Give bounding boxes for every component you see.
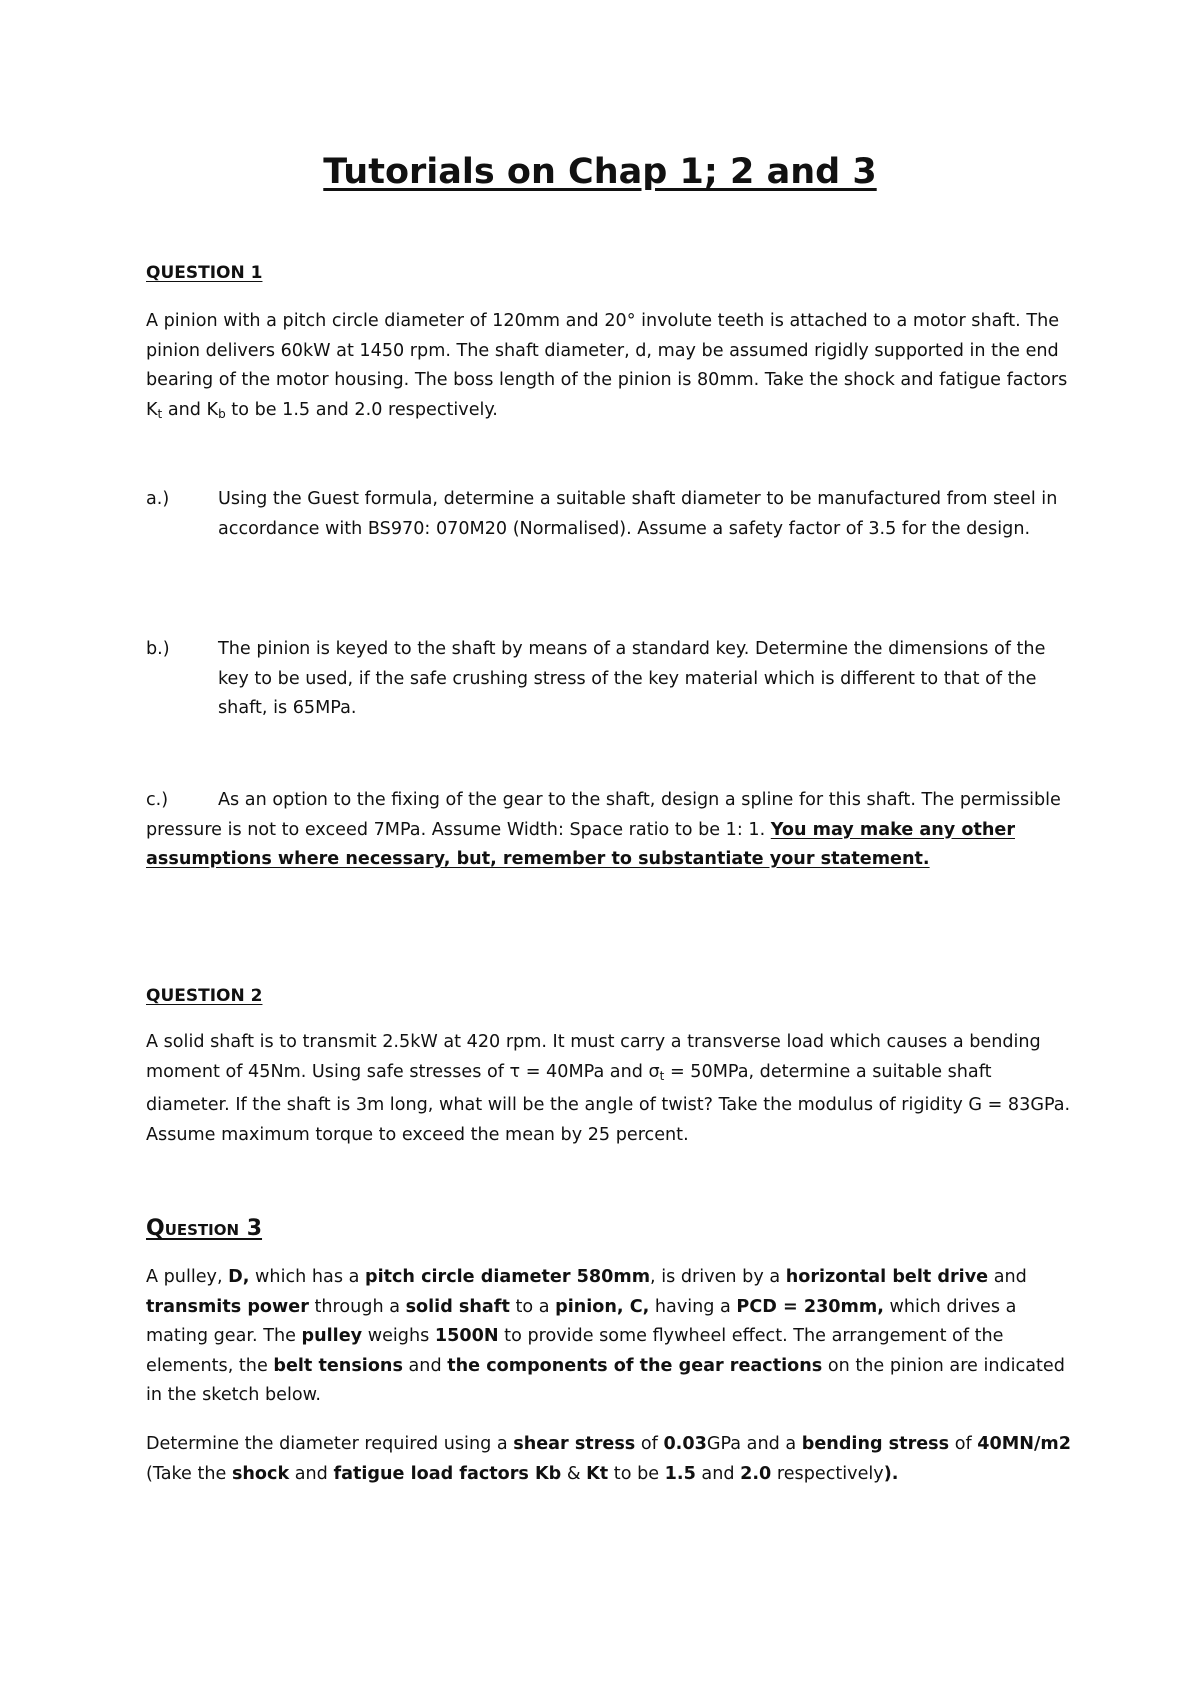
sigma-subscript: t (659, 1068, 665, 1083)
q3-text: A pulley, (146, 1267, 229, 1287)
q3-bold: Kt (586, 1463, 609, 1484)
q2-text-2: = 50MPa, determine a suitable shaft diameter. If the shaft is 3m long, what will be the angle of twist? Take the modulus of rigidity G = 83GPa. Assume maximum torque to exceed the mean by 25 percent. (146, 1061, 1071, 1145)
q3-text: which has a (249, 1267, 365, 1287)
q3-bold: transmits power (146, 1296, 309, 1317)
q3-bold: ). (883, 1463, 899, 1484)
q3-text: weighs (362, 1326, 435, 1346)
q3-bold: PCD = 230mm, (736, 1296, 884, 1317)
q3-bold: belt tensions (273, 1355, 403, 1376)
q3-bold: horizontal belt drive (785, 1267, 989, 1287)
q1-intro-text-2: and K (162, 399, 219, 420)
q3-bold: pinion, C, (555, 1296, 650, 1317)
question-2-heading: QUESTION 2 (146, 986, 263, 1006)
part-b-text: The pinion is keyed to the shaft by means of a standard key. Determine the dimensions of the key to be used, if the safe crushing stress of the key material which is different to that of the shaft, is 65MPa. (218, 639, 1046, 718)
q2-text-1: A solid shaft is to transmit 2.5kW at 420 rpm. It must carry a transverse load which causes a bending moment of 45Nm. Using safe stresses of τ = 40MPa and σ (146, 1032, 1041, 1082)
q3-bold: the components of the gear reactions (447, 1355, 823, 1376)
q3-text: and (402, 1355, 448, 1376)
question-1-part-a (146, 485, 1076, 544)
q3-bold: shock (231, 1463, 290, 1484)
q3-bold: D, (228, 1267, 250, 1287)
q3-text: respectively (771, 1463, 884, 1484)
q1-intro-text-3: to be 1.5 and 2.0 respectively. (225, 399, 498, 420)
q1-intro-text: A pinion with a pitch circle diameter of 120mm and 20° involute teeth is attached to a motor shaft. The pinion delivers 60kW at 1450 rpm. The shaft diameter, d, may be assumed rigidly supported in the end bearing of the motor housing. The boss length of the pinion is 80mm. Take the shock and fatigue factors K (146, 311, 1068, 420)
q3-bold: 1500N (434, 1326, 499, 1346)
kt-subscript: t (157, 406, 163, 421)
kb-subscript: b (218, 406, 226, 421)
q3-bold: pulley (301, 1326, 363, 1346)
q3-bold: shear stress (513, 1434, 636, 1454)
q3-bold: 1.5 (664, 1463, 696, 1484)
q3-text: Determine the diameter required using a (146, 1434, 514, 1454)
q3-text: & (561, 1463, 587, 1484)
q3-text: , is driven by a (650, 1267, 786, 1287)
q3-text: of (949, 1434, 978, 1454)
q3-text: to be (608, 1463, 665, 1484)
q3-bold: 40MN/m2 (977, 1434, 1071, 1454)
q3-text: to a (509, 1296, 556, 1317)
q3-text: and (988, 1267, 1027, 1287)
q3-text: to provide some flywheel effect. The arrangement of the elements, the (146, 1326, 1004, 1376)
question-1-part-b (146, 635, 1076, 724)
part-c-emphasis: You may make any other assumptions where necessary, but, remember to substantiate your statement. (146, 819, 1015, 869)
q3-text: and (695, 1463, 741, 1484)
q3-bold: solid shaft (405, 1296, 510, 1317)
q3-bold: 2.0 (740, 1463, 772, 1484)
q3-text: GPa and a (706, 1434, 802, 1454)
question-3-heading: Question 3 (146, 1216, 263, 1241)
q3-text: of (635, 1434, 664, 1454)
q3-text: (Take the (146, 1463, 232, 1484)
part-a-label: a.) (146, 489, 170, 509)
question-1-part-c (146, 786, 1076, 875)
question-1-heading: QUESTION 1 (146, 263, 263, 283)
q3-text: on the pinion are indicated in the sketch below. (146, 1355, 1065, 1405)
q3-text: which drives a mating gear. The (146, 1296, 1017, 1346)
part-b-label: b.) (146, 639, 170, 659)
question-3-paragraph-2 (146, 1430, 1076, 1489)
q3-bold: 0.03 (663, 1434, 707, 1454)
q3-text: through a (308, 1296, 406, 1317)
part-a-text: Using the Guest formula, determine a suitable shaft diameter to be manufactured from steel in accordance with BS970: 070M20 (Normalised). Assume a safety factor of 3.5 for the design. (218, 489, 1058, 539)
part-c-text: As an option to the fixing of the gear to the shaft, design a spline for this shaft. The permissible pressure is not to exceed 7MPa. Assume Width: Space ratio to be 1: 1. (146, 790, 1061, 840)
q3-text: having a (649, 1296, 737, 1317)
page-title: Tutorials on Chap 1; 2 and 3 (323, 152, 877, 192)
q3-text: and (289, 1463, 334, 1484)
question-3-paragraph-1 (146, 1263, 1076, 1411)
q3-bold: fatigue load factors Kb (333, 1463, 562, 1484)
question-2-text (146, 1028, 1076, 1150)
q3-bold: bending stress (801, 1434, 950, 1454)
q3-bold: pitch circle diameter 580mm (364, 1267, 651, 1287)
part-c-label: c.) (146, 790, 169, 810)
question-1-intro (146, 307, 1076, 429)
